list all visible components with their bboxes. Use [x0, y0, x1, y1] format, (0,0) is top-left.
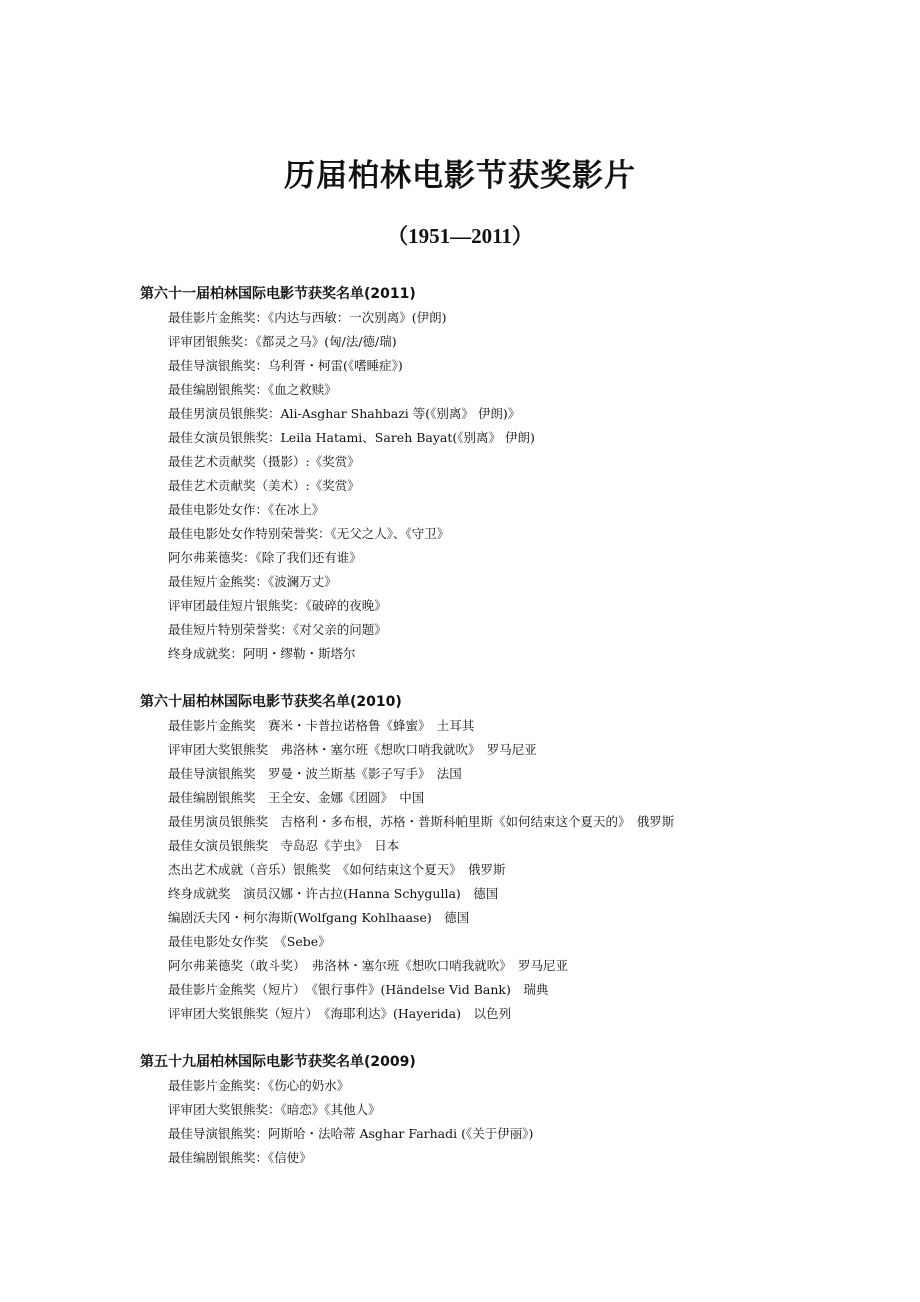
- award-entry: 阿尔弗莱德奖：《除了我们还有谁》: [168, 550, 362, 565]
- award-entry: 终身成就奖 演员汉娜・许古拉(Hanna Schygulla) 德国: [168, 886, 499, 901]
- award-entry: 评审团大奖银熊奖 弗洛林・塞尔班《想吹口哨我就吹》 罗马尼亚: [168, 742, 537, 757]
- section-heading: 第六十一届柏林国际电影节获奖名单(2011): [140, 286, 416, 302]
- award-entry: 最佳男演员银熊奖 吉格利・多布根，苏格・普斯科帕里斯《如何结束这个夏天的》 俄罗斯: [168, 814, 675, 829]
- award-entry: 最佳导演银熊奖：阿斯哈・法哈蒂 Asghar Farhadi (《关于伊丽》): [168, 1126, 534, 1141]
- award-entry: 最佳电影处女作特别荣誉奖：《无父之人》、《守卫》: [168, 526, 450, 541]
- document-subtitle: （1951—2011）: [387, 224, 533, 248]
- award-entry: 评审团最佳短片银熊奖：《破碎的夜晚》: [168, 598, 387, 613]
- award-entry: 最佳影片金熊奖（短片） 《银行事件》(Händelse Vid Bank) 瑞典: [168, 982, 549, 997]
- award-entry: 终身成就奖：阿明・缪勒・斯塔尔: [168, 646, 356, 661]
- section-heading: 第六十届柏林国际电影节获奖名单(2010): [140, 694, 402, 710]
- award-section: [140, 1050, 900, 1170]
- award-entry: 最佳女演员银熊奖：Leila Hatami、Sareh Bayat(《别离》 伊朗): [168, 430, 535, 445]
- award-section: [140, 282, 900, 666]
- award-entry: 最佳艺术贡献奖（美术）:《奖赏》: [168, 478, 360, 493]
- award-entry: 最佳导演银熊奖：乌利胥・柯雷(《嗜睡症》): [168, 358, 403, 373]
- award-entry: 最佳影片金熊奖：《内达与西敏：一次别离》(伊朗): [168, 310, 447, 325]
- award-section: [140, 690, 900, 1026]
- award-entry: 最佳艺术贡献奖（摄影）:《奖赏》: [168, 454, 360, 469]
- award-entry: 评审团大奖银熊奖：《暗恋》《其他人》: [168, 1102, 381, 1117]
- award-entry: 评审团大奖银熊奖（短片） 《海耶利达》(Hayerida) 以色列: [168, 1006, 511, 1021]
- award-entry: 最佳编剧银熊奖 王全安、金娜《团圆》 中国: [168, 790, 425, 805]
- award-entry: 最佳影片金熊奖 赛米・卡普拉诺格鲁《蜂蜜》 土耳其: [168, 718, 475, 733]
- award-entry: 最佳短片特别荣誉奖：《对父亲的问题》: [168, 622, 387, 637]
- award-list: [140, 282, 900, 1194]
- award-entry: 最佳女演员银熊奖 寺岛忍《芋虫》 日本: [168, 838, 400, 853]
- award-entry: 最佳电影处女作：《在冰上》: [168, 502, 325, 517]
- award-entry: 最佳编剧银熊奖：《信使》: [168, 1150, 312, 1165]
- award-entry: 阿尔弗莱德奖（敢斗奖） 弗洛林・塞尔班《想吹口哨我就吹》 罗马尼亚: [168, 958, 569, 973]
- document-title: 历届柏林电影节获奖影片: [284, 158, 636, 194]
- award-entry: 最佳编剧银熊奖：《血之救赎》: [168, 382, 337, 397]
- award-entry: 最佳影片金熊奖：《伤心的奶水》: [168, 1078, 350, 1093]
- award-entry: 最佳电影处女作奖 《Sebe》: [168, 934, 331, 949]
- award-entry: 最佳导演银熊奖 罗曼・波兰斯基《影子写手》 法国: [168, 766, 462, 781]
- section-heading: 第五十九届柏林国际电影节获奖名单(2009): [140, 1054, 416, 1070]
- award-entry: 最佳短片金熊奖：《波澜万丈》: [168, 574, 337, 589]
- award-entry: 最佳男演员银熊奖：Ali-Asghar Shahbazi 等(《别离》 伊朗)》: [168, 406, 521, 421]
- award-entry: 编剧沃夫冈・柯尔海斯(Wolfgang Kohlhaase) 德国: [168, 910, 470, 925]
- award-entry: 评审团银熊奖：《都灵之马》(匈/法/德/瑞): [168, 334, 397, 349]
- award-entry: 杰出艺术成就（音乐）银熊奖 《如何结束这个夏天》 俄罗斯: [168, 862, 506, 877]
